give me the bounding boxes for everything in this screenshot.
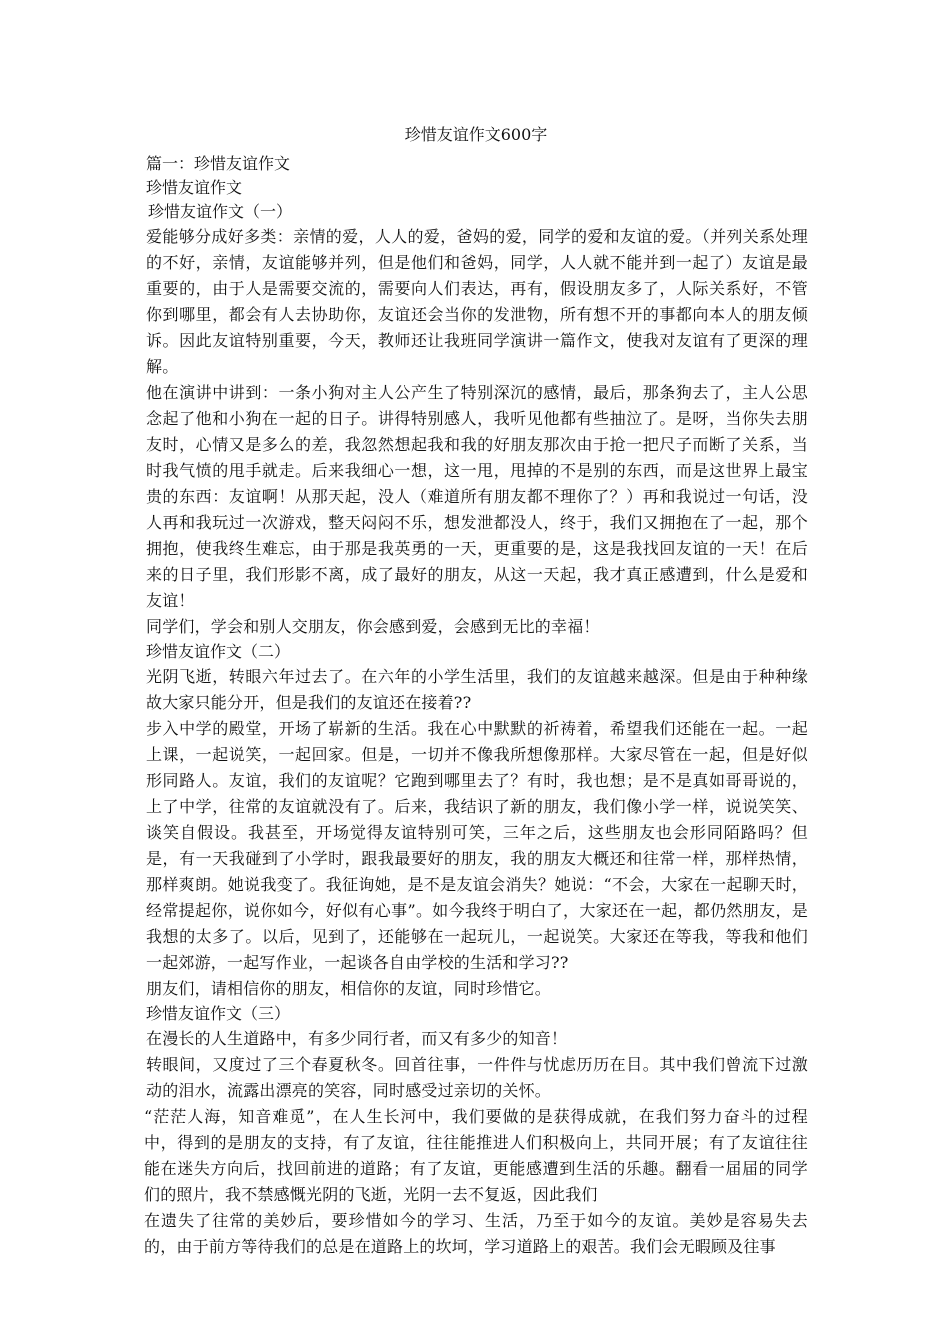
paragraph: 爱能够分成好多类：亲情的爱，人人的爱，爸妈的爱，同学的爱和友谊的爱。（并列关系处理的不好，亲情，友谊能够并列，但是他们和爸妈，同学，人人就不能并到一起了）友谊是最重要的，由于人是需要交流的，需要向人们表达，再有，假设朋友多了，人际关系好，不管你到哪里，都会有人去协助你，友谊还会当你的发泄物，所有想不开的事都向本人的朋友倾诉。因此友谊特别重要，今天，教师还让我班同学演讲一篇作文，使我对友谊有了更深的理解。 xyxy=(146,227,808,376)
paragraph: 他在演讲中讲到：一条小狗对主人公产生了特别深沉的感情，最后，那条狗去了，主人公思念起了他和小狗在一起的日子。讲得特别感人，我听见他都有些抽泣了。是呀，当你失去朋友时，心情又是多么的差，我忽然想起我和我的好朋友那次由于抢一把尺子而断了关系，当时我气愤的甩手就走。后来我细心一想，这一甩，甩掉的不是别的东西，而是这世界上最宝贵的东西：友谊啊！从那天起，没人（难道所有朋友都不理你了？）再和我说过一句话，没人再和我玩过一次游戏，整天闷闷不乐，想发泄都没人，终于，我们又拥抱在了一起，那个拥抱，使我终生难忘，由于那是我英勇的一天，更重要的是，这是我找回友谊的一天！在后来的日子里，我们形影不离，成了最好的朋友，从这一天起，我才真正感遭到，什么是爱和友谊！ xyxy=(146,383,808,610)
paragraph: 朋友们，请相信你的朋友，相信你的友谊，同时珍惜它。 xyxy=(146,979,552,998)
sub-heading: 珍惜友谊作文 xyxy=(146,178,243,197)
paragraph: 转眼间，又度过了三个春夏秋冬。回首往事，一件件与忧虑历历在目。其中我们曾流下过激动的泪水，流露出漂亮的笑容，同时感受过亲切的关怀。 xyxy=(146,1055,808,1100)
paragraph: 在漫长的人生道路中，有多少同行者，而又有多少的知音！ xyxy=(146,1029,568,1048)
section-heading-2: 珍惜友谊作文（二） xyxy=(146,642,291,661)
paragraph: 同学们，学会和别人交朋友，你会感到爱，会感到无比的幸福！ xyxy=(146,617,600,636)
paragraph: 光阴飞逝，转眼六年过去了。在六年的小学生活里，我们的友谊越来越深。但是由于种种缘故大家只能分开，但是我们的友谊还在接着?? xyxy=(146,667,808,712)
section-heading-3: 珍惜友谊作文（三） xyxy=(146,1004,291,1023)
section-heading-1: 珍惜友谊作文（一） xyxy=(148,202,293,221)
part-heading: 篇一：珍惜友谊作文 xyxy=(146,154,291,173)
document-page xyxy=(144,122,808,1260)
paragraph: 在遗失了往常的美妙后，要珍惜如今的学习、生活，乃至于如今的友谊。美妙是容易失去的，由于前方等待我们的总是在道路上的坎坷，学习道路上的艰苦。我们会无暇顾及往事 xyxy=(144,1211,808,1256)
paragraph: “茫茫人海，知音难觅”，在人生长河中，我们要做的是获得成就，在我们努力奋斗的过程中，得到的是朋友的支持，有了友谊，往往能推进人们积极向上，共同开展；有了友谊往往能在迷失方向后，找回前进的道路；有了友谊，更能感遭到生活的乐趣。翻看一届届的同学们的照片，我不禁感慨光阴的飞逝，光阴一去不复返，因此我们 xyxy=(144,1107,808,1204)
document-title: 珍惜友谊作文600字 xyxy=(404,125,548,144)
paragraph: 步入中学的殿堂，开场了崭新的生活。我在心中默默的祈祷着，希望我们还能在一起。一起上课，一起说笑，一起回家。但是，一切并不像我所想像那样。大家尽管在一起，但是好似形同路人。友谊，我们的友谊呢？它跑到哪里去了？有时，我也想；是不是真如哥哥说的，上了中学，往常的友谊就没有了。后来，我结识了新的朋友，我们像小学一样，说说笑笑、谈笑自假设。我甚至，开场觉得友谊特别可笑，三年之后，这些朋友也会形同陌路吗？但是，有一天我碰到了小学时，跟我最要好的朋友，我的朋友大概还和往常一样，那样热情，那样爽朗。她说我变了。我征询她，是不是友谊会消失？她说：“不会，大家在一起聊天时，经常提起你，说你如今，好似有心事”。如今我终于明白了，大家还在一起，都仍然朋友，是我想的太多了。以后，见到了，还能够在一起玩儿，一起说笑。大家还在等我，等我和他们一起郊游，一起写作业，一起谈各自由学校的生活和学习?? xyxy=(146,719,808,972)
